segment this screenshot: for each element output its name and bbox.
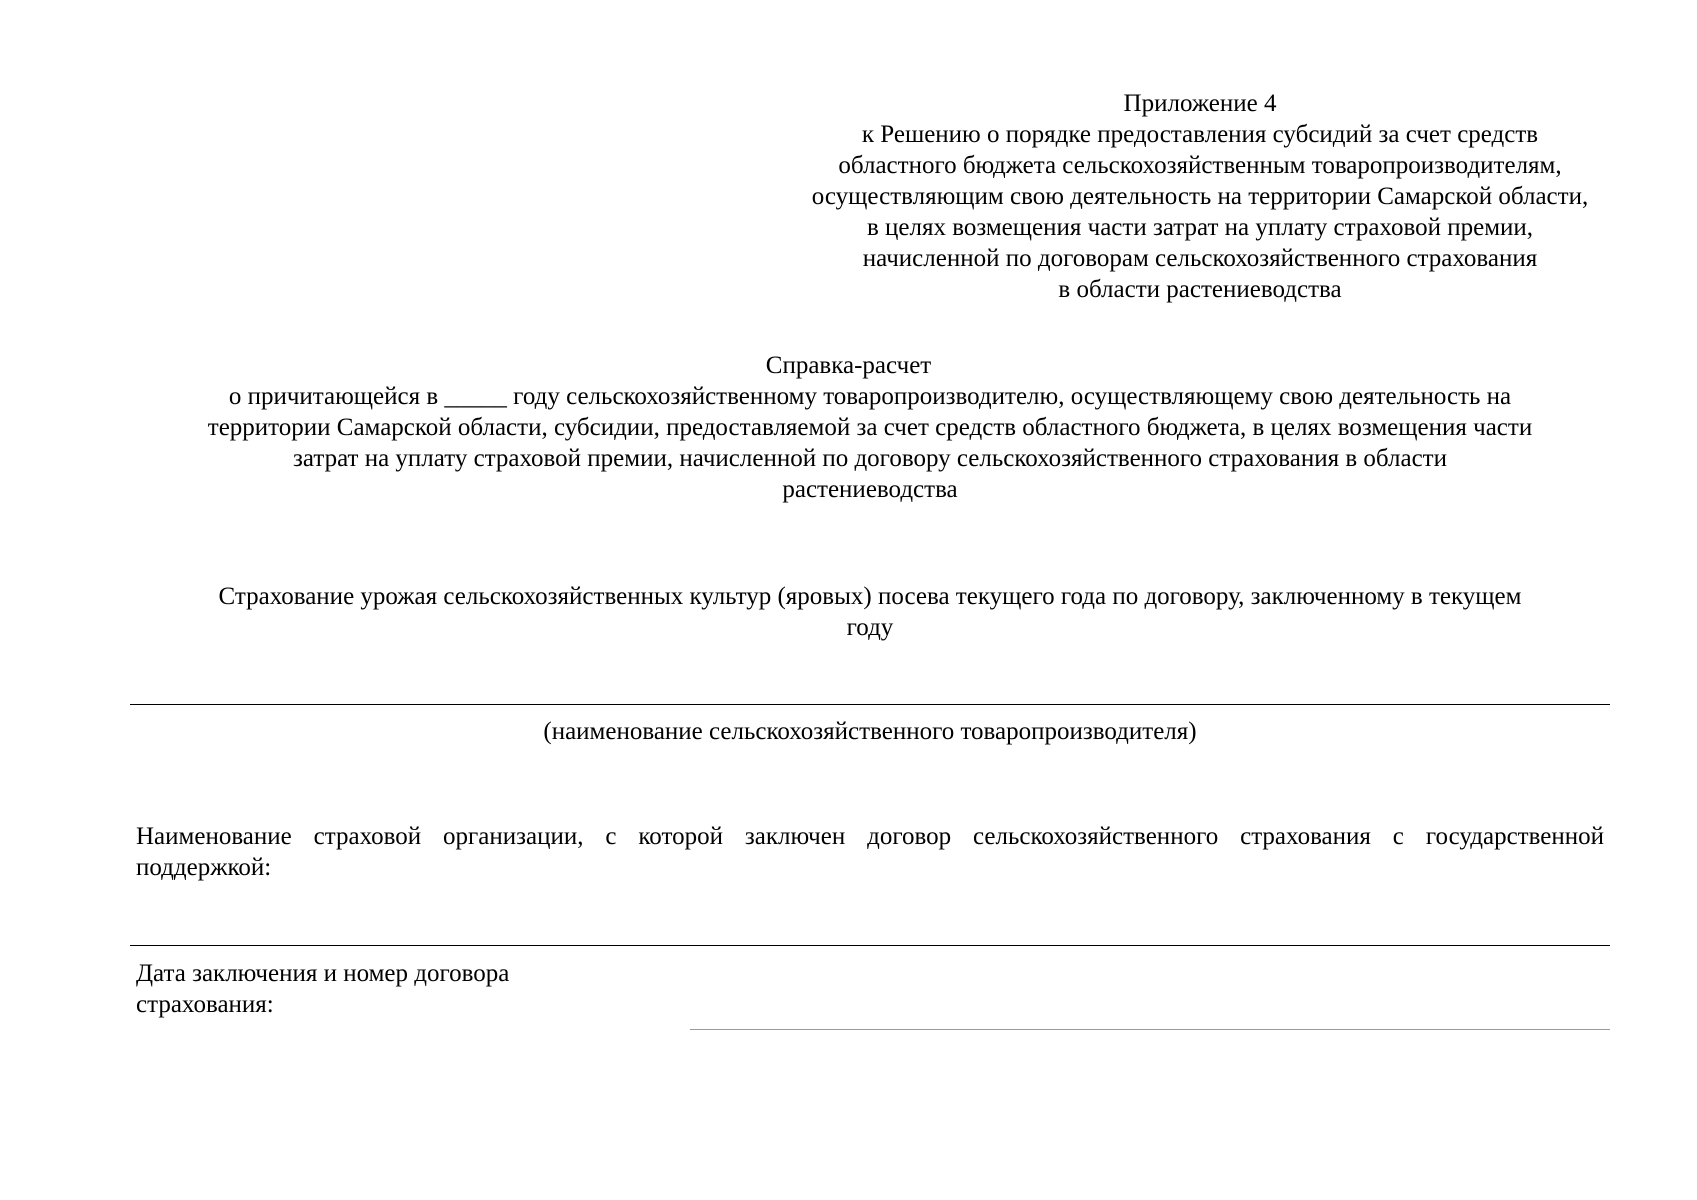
certificate-line: территории Самарской области, субсидии, предоставляемой за счет средств областного бюджета, в целях возмещения части [207, 414, 1533, 441]
certificate-title: Справка-расчет [765, 352, 932, 379]
appendix-title: Приложение 4 [1123, 90, 1277, 117]
producer-name-caption: (наименование сельскохозяйственного товаропроизводителя) [543, 718, 1197, 745]
certificate-description [130, 381, 1610, 505]
appendix-line: областного бюджета сельскохозяйственным товаропроизводителям, [838, 152, 1562, 179]
insurer-label [136, 821, 1604, 883]
certificate-line: о причитающейся в _____ году сельскохозяйственному товаропроизводителю, осуществляющему свою деятельность на [228, 383, 1512, 410]
insurer-name-field-line[interactable] [130, 945, 1610, 946]
producer-name-field-line[interactable] [130, 704, 1610, 705]
appendix-line: осуществляющим свою деятельность на территории Самарской области, [811, 183, 1589, 210]
certificate-line: растениеводства [782, 476, 958, 503]
contract-label-line: страхования: [136, 991, 274, 1018]
appendix-line: в целях возмещения части затрат на уплату страховой премии, [866, 214, 1534, 241]
insurance-type-line: Страхование урожая сельскохозяйственных культур (яровых) посева текущего года по договору, заключенному в текущем [218, 583, 1522, 610]
appendix-line: в области растениеводства [1058, 276, 1342, 303]
insurer-label-line: поддержкой: [136, 854, 272, 881]
contract-field-line[interactable] [690, 1029, 1610, 1030]
contract-label-line: Дата заключения и номер договора [136, 960, 510, 987]
insurance-type-heading [130, 581, 1610, 643]
certificate-line: затрат на уплату страховой премии, начисленной по договору сельскохозяйственного страхования в области [293, 445, 1447, 472]
insurer-label-line: Наименование страховой организации, с которой заключен договор сельскохозяйственного страхования с государственной [136, 823, 1604, 850]
insurance-type-line: году [846, 614, 894, 641]
appendix-line: к Решению о порядке предоставления субсидий за счет средств [861, 121, 1539, 148]
appendix-block [700, 88, 1697, 305]
appendix-line: начисленной по договорам сельскохозяйственного страхования [862, 245, 1538, 272]
contract-label [136, 958, 696, 1020]
